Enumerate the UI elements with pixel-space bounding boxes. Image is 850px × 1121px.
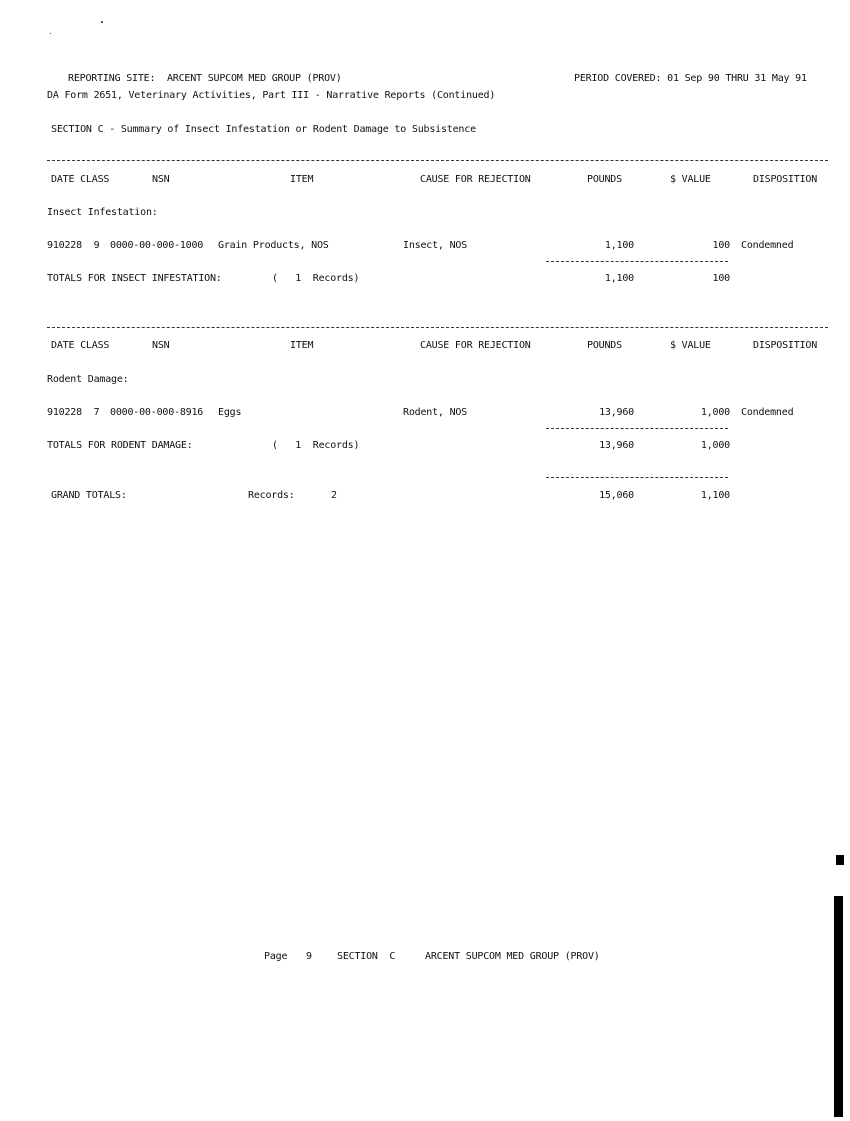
- col-nsn: NSN: [152, 340, 170, 351]
- grand-records-label: Records:: [248, 490, 295, 501]
- col-disposition: DISPOSITION: [753, 174, 818, 185]
- grand-pounds: 15,060: [599, 490, 634, 501]
- footer-page-number: 9: [306, 951, 312, 962]
- subtotal-divider: [546, 261, 728, 262]
- section-title: SECTION C - Summary of Insect Infestation or Rodent Damage to Subsistence: [51, 124, 476, 135]
- grand-totals-label: GRAND TOTALS:: [51, 490, 127, 501]
- row-item: Eggs: [218, 407, 242, 418]
- row-nsn: 0000-00-000-8916: [110, 407, 204, 418]
- col-item: ITEM: [290, 340, 314, 351]
- totals-value-rodent: 1,000: [700, 440, 730, 451]
- row-pounds: 1,100: [604, 240, 634, 251]
- section-divider: [47, 327, 828, 328]
- scan-speck: [50, 33, 51, 34]
- totals-label-insect: TOTALS FOR INSECT INFESTATION:: [47, 273, 222, 284]
- totals-records-rodent: ( 1 Records): [272, 440, 360, 451]
- col-pounds: POUNDS: [587, 340, 622, 351]
- grand-records-count: 2: [331, 490, 337, 501]
- col-nsn: NSN: [152, 174, 170, 185]
- group-label-rodent: Rodent Damage:: [47, 374, 129, 385]
- scan-edge-bar: [834, 896, 843, 1117]
- group-label-insect: Insect Infestation:: [47, 207, 158, 218]
- col-cause: CAUSE FOR REJECTION: [420, 340, 531, 351]
- col-item: ITEM: [290, 174, 314, 185]
- row-disposition: Condemned: [741, 407, 794, 418]
- scan-speck: [101, 21, 103, 23]
- row-date-class: 910228 7: [47, 407, 100, 418]
- col-disposition: DISPOSITION: [753, 340, 818, 351]
- row-value: 1,000: [700, 407, 730, 418]
- period-covered: PERIOD COVERED: 01 Sep 90 THRU 31 May 91: [574, 73, 807, 84]
- grand-total-divider: [546, 477, 728, 478]
- section-divider: [47, 160, 828, 161]
- scan-mark: [836, 855, 844, 865]
- row-nsn: 0000-00-000-1000: [110, 240, 204, 251]
- row-pounds: 13,960: [599, 407, 634, 418]
- col-pounds: POUNDS: [587, 174, 622, 185]
- reporting-site: REPORTING SITE: ARCENT SUPCOM MED GROUP (PROV): [68, 73, 342, 84]
- row-disposition: Condemned: [741, 240, 794, 251]
- footer-page-label: Page: [264, 951, 288, 962]
- totals-records-insect: ( 1 Records): [272, 273, 360, 284]
- footer-section: SECTION C: [337, 951, 396, 962]
- totals-pounds-insect: 1,100: [604, 273, 634, 284]
- row-item: Grain Products, NOS: [218, 240, 329, 251]
- totals-label-rodent: TOTALS FOR RODENT DAMAGE:: [47, 440, 193, 451]
- col-cause: CAUSE FOR REJECTION: [420, 174, 531, 185]
- totals-value-insect: 100: [712, 273, 730, 284]
- row-cause: Rodent, NOS: [403, 407, 468, 418]
- col-date-class: DATE CLASS: [51, 174, 110, 185]
- col-date-class: DATE CLASS: [51, 340, 110, 351]
- totals-pounds-rodent: 13,960: [599, 440, 634, 451]
- footer-site: ARCENT SUPCOM MED GROUP (PROV): [425, 951, 600, 962]
- col-value: $ VALUE: [670, 174, 711, 185]
- row-cause: Insect, NOS: [403, 240, 468, 251]
- row-date-class: 910228 9: [47, 240, 100, 251]
- form-title: DA Form 2651, Veterinary Activities, Part III - Narrative Reports (Continued): [47, 90, 496, 101]
- subtotal-divider: [546, 428, 728, 429]
- grand-value: 1,100: [700, 490, 730, 501]
- row-value: 100: [712, 240, 730, 251]
- col-value: $ VALUE: [670, 340, 711, 351]
